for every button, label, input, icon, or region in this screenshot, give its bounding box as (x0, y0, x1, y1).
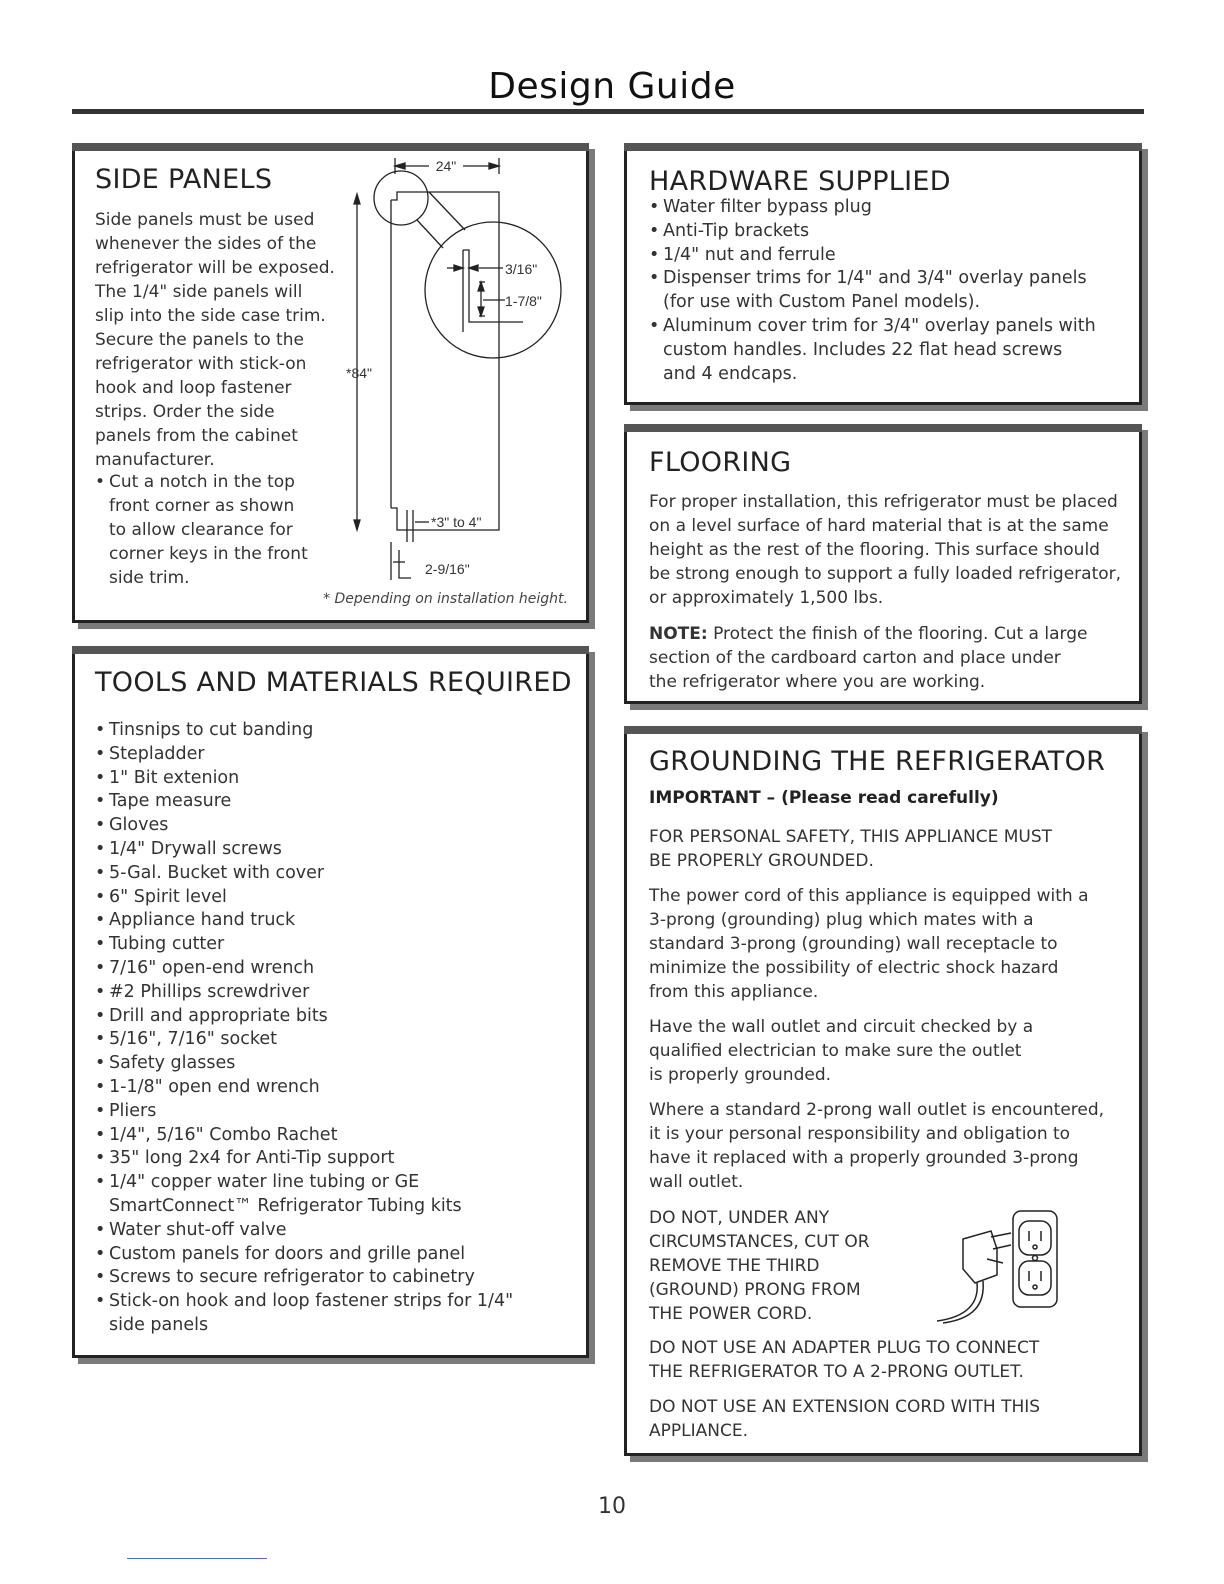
side-panels-heading: SIDE PANELS (95, 164, 273, 195)
side-panels-bullet: • Cut a notch in the top front corner as shown to allow clearance for corner keys in the front side trim. (95, 470, 313, 590)
grounding-p5: DO NOT, UNDER ANY CIRCUMSTANCES, CUT OR REMOVE THE THIRD (GROUND) PRONG FROM THE POWER CORD. (649, 1208, 870, 1324)
page-number: 10 (598, 1494, 626, 1519)
tools-list-item: • Screws to secure refrigerator to cabinetry (95, 1266, 545, 1290)
hardware-list-item: • Anti-Tip brackets (649, 220, 1099, 244)
tools-list-item: • Gloves (95, 814, 545, 838)
flooring-box (624, 424, 1142, 704)
flooring-note-label: NOTE: (649, 624, 708, 644)
diagram-height-label: *84" (346, 365, 372, 381)
tools-list-item: • 1/4", 5/16" Combo Rachet (95, 1124, 545, 1148)
side-panels-bullets (95, 470, 313, 590)
hardware-box (624, 143, 1142, 405)
tools-list-item: • Custom panels for doors and grille panel (95, 1243, 545, 1267)
tools-list-item: • 1/4" copper water line tubing or GE SmartConnect™ Refrigerator Tubing kits (95, 1171, 545, 1219)
tools-list-item: • #2 Phillips screwdriver (95, 981, 545, 1005)
tools-list-item: • Safety glasses (95, 1052, 545, 1076)
hardware-list-item: • 1/4" nut and ferrule (649, 244, 1099, 268)
grounding-heading: GROUNDING THE REFRIGERATOR (649, 746, 1106, 777)
tools-list-item: • Stick-on hook and loop fastener strips for 1/4" side panels (95, 1290, 545, 1338)
grounding-p4: Where a standard 2-prong wall outlet is encountered, it is your personal responsibility and obligation to have it replaced with a properly grounded 3-prong wall outlet. (649, 1100, 1105, 1192)
tools-list-item: • Drill and appropriate bits (95, 1005, 545, 1029)
grounding-p7: DO NOT USE AN EXTENSION CORD WITH THIS APPLIANCE. (649, 1397, 1041, 1441)
tools-heading: TOOLS AND MATERIALS REQUIRED (95, 667, 572, 698)
tools-list-item: • Pliers (95, 1100, 545, 1124)
tools-list-item: • 5-Gal. Bucket with cover (95, 862, 545, 886)
flooring-heading: FLOORING (649, 447, 792, 478)
title-rule (72, 109, 1144, 114)
tools-box (72, 646, 589, 1358)
page-title: Design Guide (488, 66, 736, 107)
flooring-note-text: Protect the finish of the flooring. Cut a large section of the cardboard carton and place under the refrigerator where you are working. (649, 624, 1088, 692)
grounded-plug-outlet-icon (927, 1207, 1067, 1325)
side-panels-box (72, 143, 589, 623)
flooring-paragraph: For proper installation, this refrigerator must be placed on a level surface of hard material that is at the same height as the rest of the flooring. This surface should be strong enough to support a fully loaded refrigerator, or approximately 1,500 lbs. (649, 492, 1122, 608)
grounding-p6: DO NOT USE AN ADAPTER PLUG TO CONNECT THE REFRIGERATOR TO A 2-PRONG OUTLET. (649, 1338, 1040, 1382)
tools-list-item: • Stepladder (95, 743, 545, 767)
side-panel-diagram (333, 150, 573, 590)
tools-list-item: • 5/16", 7/16" socket (95, 1028, 545, 1052)
tools-list (95, 719, 545, 1338)
footer-line (127, 1558, 267, 1559)
tools-list-item: • 6" Spirit level (95, 886, 545, 910)
hardware-list-item: • Dispenser trims for 1/4" and 3/4" overlay panels (for use with Custom Panel models). (649, 267, 1099, 315)
tools-list-item: • Water shut-off valve (95, 1219, 545, 1243)
tools-list-item: • 1/4" Drywall screws (95, 838, 545, 862)
grounding-box (624, 726, 1142, 1456)
hardware-heading: HARDWARE SUPPLIED (649, 166, 951, 197)
tools-list-item: • 35" long 2x4 for Anti-Tip support (95, 1147, 545, 1171)
diagram-bottom-label: *3" to 4" (431, 514, 482, 530)
tools-list-item: • 1-1/8" open end wrench (95, 1076, 545, 1100)
hardware-list-item: • Water filter bypass plug (649, 196, 1099, 220)
grounding-important: IMPORTANT – (Please read carefully) (649, 788, 999, 808)
hardware-list (649, 196, 1099, 386)
tools-list-item: • 7/16" open-end wrench (95, 957, 545, 981)
diagram-width-label: 24" (435, 158, 457, 174)
grounding-p1: FOR PERSONAL SAFETY, THIS APPLIANCE MUST BE PROPERLY GROUNDED. (649, 827, 1053, 871)
tools-list-item: • 1" Bit extenion (95, 767, 545, 791)
hardware-list-item: • Aluminum cover trim for 3/4" overlay panels with custom handles. Includes 22 flat head screws and 4 endcaps. (649, 315, 1099, 386)
tools-list-item: • Tinsnips to cut banding (95, 719, 545, 743)
grounding-p3: Have the wall outlet and circuit checked by a qualified electrician to make sure the outlet is properly grounded. (649, 1017, 1034, 1085)
diagram-notch-depth-label: 1-7/8" (505, 293, 542, 309)
flooring-note (649, 622, 1089, 694)
side-panels-paragraph: Side panels must be used whenever the sides of the refrigerator will be exposed. The 1/4" side panels will slip into the side case trim. Secure the panels to the refrigerator with stick-on hook and loop fastener strips. Order the side panels from the cabinet manufacturer. (95, 210, 335, 470)
grounding-p2: The power cord of this appliance is equipped with a 3-prong (grounding) plug which mates with a standard 3-prong (grounding) wall receptacle to minimize the possibility of electric shock hazard from this appliance. (649, 886, 1089, 1002)
side-panels-footnote: * Depending on installation height. (323, 591, 568, 607)
tools-list-item: • Tubing cutter (95, 933, 545, 957)
diagram-bottom-offset-label: 2-9/16" (425, 561, 470, 577)
diagram-notch-width-label: 3/16" (505, 261, 538, 277)
tools-list-item: • Tape measure (95, 790, 545, 814)
tools-list-item: • Appliance hand truck (95, 909, 545, 933)
